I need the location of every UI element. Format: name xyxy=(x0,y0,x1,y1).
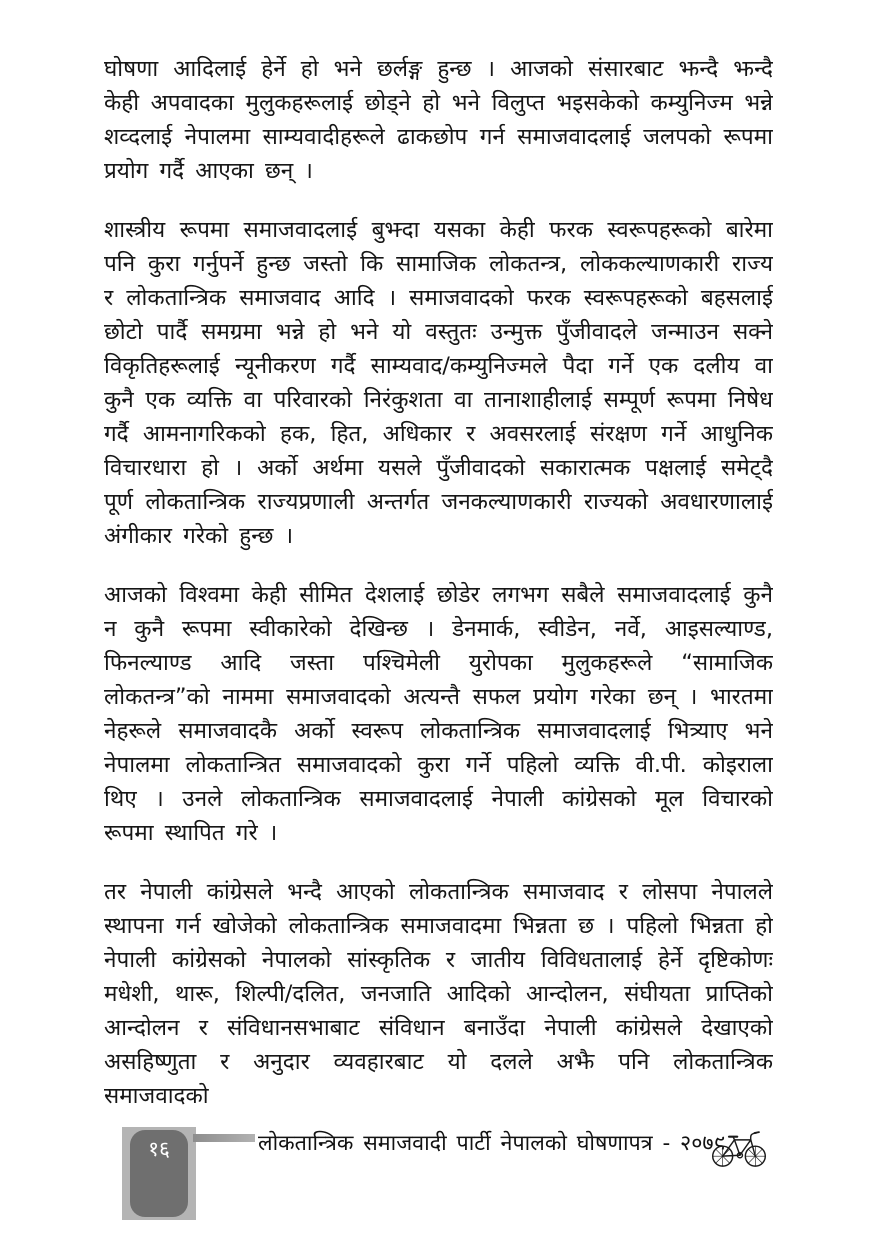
bicycle-icon xyxy=(710,1125,768,1171)
page-number-box xyxy=(130,1130,188,1217)
page-number: १६ xyxy=(148,1137,170,1161)
body-text xyxy=(104,52,773,1120)
paragraph: शास्त्रीय रूपमा समाजवादलाई बुझ्दा यसका केही फरक स्वरूपहरूको बारेमा पनि कुरा गर्नुपर्ने हुन्छ जस्तो कि सामाजिक लोकतन्त्र, लोककल्याणकारी राज्य र लोकतान्त्रिक समाजवाद आदि । समाजवादको फरक स्वरूपहरूको बहसलाई छोटो पार्दै समग्रमा भन्ने हो भने यो वस्तुतः उन्मुक्त पुँजीवादले जन्माउन सक्ने विकृतिहरूलाई न्यूनीकरण गर्दै साम्यवाद/कम्युनिज्मले पैदा गर्ने एक दलीय वा कुनै एक व्यक्ति वा परिवारको निरंकुशता वा तानाशाहीलाई सम्पूर्ण रूपमा निषेध गर्दै आमनागरिकको हक, हित, अधिकार र अवसरलाई संरक्षण गर्ने आधुनिक विचारधारा हो । अर्को अर्थमा यसले पुँजीवादको सकारात्मक पक्षलाई समेट्दै पूर्ण लोकतान्त्रिक राज्यप्रणाली अन्तर्गत जनकल्याणकारी राज्यको अवधारणालाई अंगीकार गरेको हुन्छ । xyxy=(104,217,773,549)
paragraph: आजको विश्वमा केही सीमित देशलाई छोडेर लगभग सबैले समाजवादलाई कुनै न कुनै रूपमा स्वीकारेको देखिन्छ । डेनमार्क, स्वीडेन, नर्वे, आइसल्याण्ड, फिनल्याण्ड आदि जस्ता पश्चिमेली युरोपका मुलुकहरूले “सामाजिक लोकतन्त्र”को नाममा समाजवादको अत्यन्तै सफल प्रयोग गरेका छन् । भारतमा नेहरूले समाजवादकै अर्को स्वरूप लोकतान्त्रिक समाजवादलाई भित्र्याए भने नेपालमा लोकतान्त्रित समाजवादको कुरा गर्ने पहिलो व्यक्ति वी.पी. कोइराला थिए । उनले लोकतान्त्रिक समाजवादलाई नेपाली कांग्रेसको मूल विचारको रूपमा स्थापित गरे । xyxy=(104,582,773,846)
paragraph: घोषणा आदिलाई हेर्ने हो भने छर्लङ्ग हुन्छ । आजको संसारबाट झन्दै झन्दै केही अपवादका मुलुकहरूलाई छोड्ने हो भने विलुप्त भइसकेको कम्युनिज्म भन्ने शव्दलाई नेपालमा साम्यवादीहरूले ढाकछोप गर्न समाजवादलाई जलपको रूपमा प्रयोग गर्दै आएका छन् । xyxy=(104,56,773,184)
footer-title: लोकतान्त्रिक समाजवादी पार्टी नेपालको घोषणापत्र - २०७९ xyxy=(258,1131,725,1156)
footer-divider-bar xyxy=(193,1134,255,1142)
page-number-badge xyxy=(122,1127,196,1220)
paragraph: तर नेपाली कांग्रेसले भन्दै आएको लोकतान्त्रिक समाजवाद र लोसपा नेपालले स्थापना गर्न खोजेको लोकतान्त्रिक समाजवादमा भिन्नता छ । पहिलो भिन्नता हो नेपाली कांग्रेसको नेपालको सांस्कृतिक र जातीय विविधतालाई हेर्ने दृष्टिकोणः मधेशी, थारू, शिल्पी/दलित, जनजाति आदिको आन्दोलन, संघीयता प्राप्तिको आन्दोलन र संविधानसभाबाट संविधान बनाउँदा नेपाली कांग्रेसले देखाएको असहिष्णुता र अनुदार व्यवहारबाट यो दलले अझै पनि लोकतान्त्रिक समाजवादको xyxy=(104,879,773,1109)
